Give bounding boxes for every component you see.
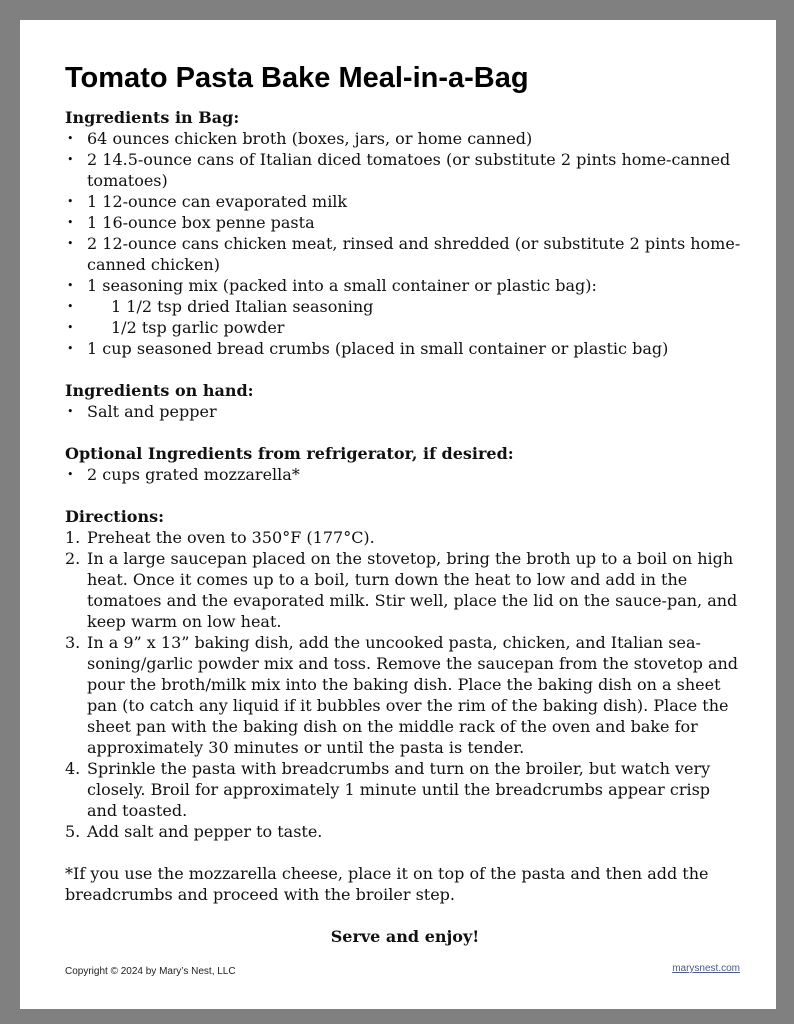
list-item: • 1/2 tsp garlic powder xyxy=(65,317,745,338)
step-text: In a large saucepan placed on the stovetop, bring the broth up to a boil on high heat. Once it comes up to a boil, turn down the heat to low and add in the tomatoes and the evaporated milk. Stir well, place the lid on the sauce-pan, and keep warm on low heat. xyxy=(87,549,738,631)
list-item: • 1 cup seasoned bread crumbs (placed in small container or plastic bag) xyxy=(65,338,745,359)
direction-step xyxy=(65,548,745,632)
closing-text: Serve and enjoy! xyxy=(330,927,480,946)
list-item: • 2 cups grated mozzarella* xyxy=(65,464,745,485)
list-item: • 1 12-ounce can evaporated milk xyxy=(65,191,745,212)
step-number: 4. xyxy=(65,759,81,778)
list-item: • Salt and pepper xyxy=(65,401,745,422)
step-text: Sprinkle the pasta with breadcrumbs and turn on the broiler, but watch very closely. Broil for approximately 1 minute until the breadcrumbs appear crisp and toasted. xyxy=(87,759,711,820)
list-item: • 1 16-ounce box penne pasta xyxy=(65,212,745,233)
footer xyxy=(65,963,740,977)
ingredients-on-hand-heading: Ingredients on hand: xyxy=(65,381,254,400)
step-text: Preheat the oven to 350°F (177°C). xyxy=(87,528,375,547)
recipe-content xyxy=(65,60,745,947)
direction-step xyxy=(65,527,745,548)
optional-ingredients-list xyxy=(65,464,745,485)
step-number: 5. xyxy=(65,822,81,841)
optional-ingredients-heading: Optional Ingredients from refrigerator, if desired: xyxy=(65,444,514,463)
direction-step xyxy=(65,821,745,842)
directions-list xyxy=(65,527,745,842)
ingredients-in-bag-heading: Ingredients in Bag: xyxy=(65,108,240,127)
step-text: Add salt and pepper to taste. xyxy=(87,822,323,841)
document-page xyxy=(20,20,776,1009)
direction-step xyxy=(65,758,745,821)
ingredients-in-bag-list xyxy=(65,128,745,359)
direction-step xyxy=(65,632,745,758)
list-item: • 1 seasoning mix (packed into a small container or plastic bag): xyxy=(65,275,745,296)
step-number: 1. xyxy=(65,528,81,547)
step-number: 2. xyxy=(65,549,81,568)
website-link[interactable]: marysnest.com xyxy=(672,963,740,974)
copyright-text: Copyright © 2024 by Mary’s Nest, LLC xyxy=(65,966,236,977)
list-item: • 2 14.5-ounce cans of Italian diced tomatoes (or substitute 2 pints home-canned tomatoes) xyxy=(65,149,745,191)
step-text: In a 9” x 13” baking dish, add the uncooked pasta, chicken, and Italian sea-soning/garlic powder mix and toss. Remove the saucepan from the stovetop and pour the broth/milk mix into the baking dish. Place the baking dish on a sheet pan (to catch any liquid if it bubbles over the rim of the baking dish). Place the sheet pan with the baking dish on the middle rack of the oven and bake for approximately 30 minutes or until the pasta is tender. xyxy=(87,633,739,757)
directions-heading: Directions: xyxy=(65,507,164,526)
footnote: *If you use the mozzarella cheese, place it on top of the pasta and then add the breadcrumbs and proceed with the broiler step. xyxy=(65,864,709,904)
ingredients-on-hand-list xyxy=(65,401,745,422)
step-number: 3. xyxy=(65,633,81,652)
list-item: • 64 ounces chicken broth (boxes, jars, or home canned) xyxy=(65,128,745,149)
list-item: • 1 1/2 tsp dried Italian seasoning xyxy=(65,296,745,317)
page-title: Tomato Pasta Bake Meal-in-a-Bag xyxy=(65,62,529,94)
list-item: • 2 12-ounce cans chicken meat, rinsed and shredded (or substitute 2 pints home-canned chicken) xyxy=(65,233,745,275)
